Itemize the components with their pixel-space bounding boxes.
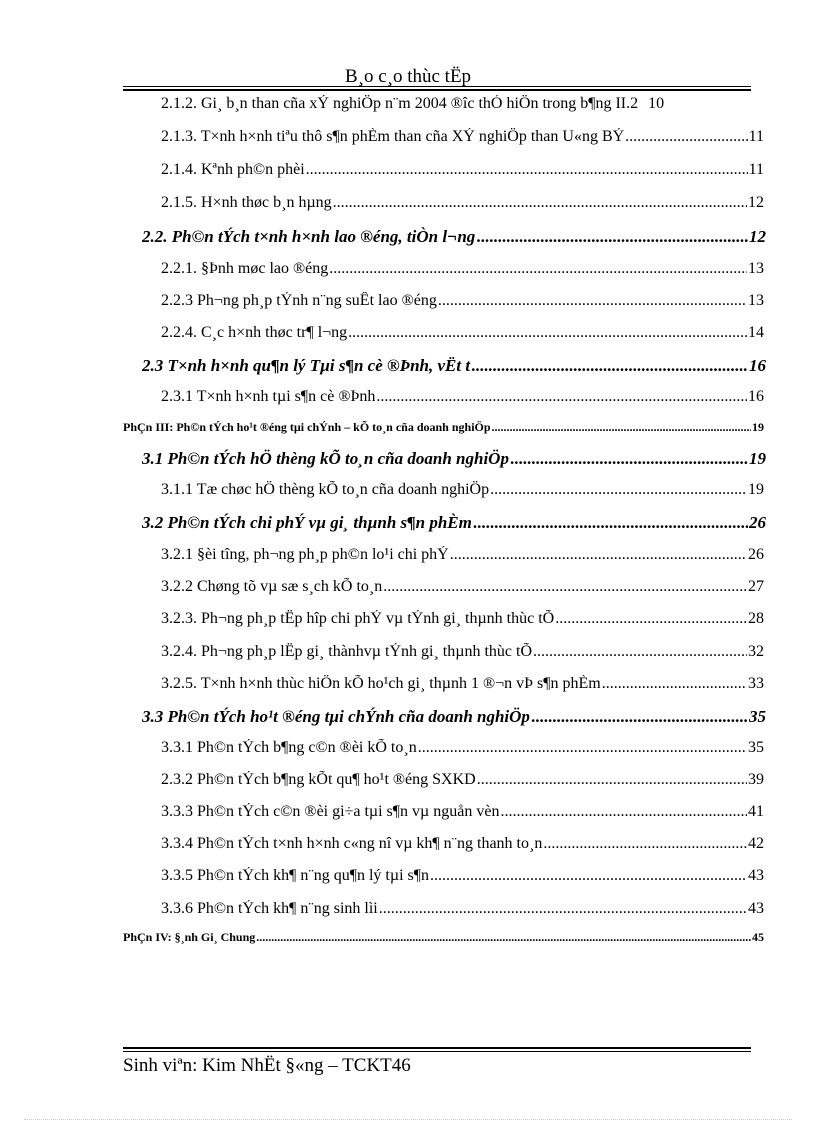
- toc-dot-leader: [533, 643, 747, 661]
- toc-entry: [161, 388, 764, 406]
- toc-entry: [161, 835, 764, 853]
- toc-page-number: 19: [752, 420, 764, 434]
- toc-entry-title: 3.2.5. T×nh h×nh thùc hiÖn kÕ ho¹ch gi¸ thµnh 1 ®¬n vÞ s¶n phÈm: [161, 675, 601, 692]
- toc-entry: [161, 546, 764, 564]
- page-header-title: B¸o c¸o thùc tËp: [344, 66, 472, 87]
- toc-dot-leader: [477, 771, 747, 789]
- toc-entry-title: 2.1.4. Kªnh ph©n phèi: [161, 161, 305, 178]
- toc-dot-leader: [471, 356, 748, 376]
- toc-entry: [161, 95, 764, 113]
- toc-page-number: 16: [749, 356, 766, 375]
- toc-entry: [142, 513, 766, 533]
- toc-page-number: 19: [749, 449, 766, 468]
- toc-entry: [161, 867, 764, 885]
- toc-dot-leader: [473, 513, 748, 533]
- toc-entry: [142, 449, 766, 469]
- footer-rule: [123, 1047, 751, 1052]
- toc-page-number: 11: [748, 161, 764, 178]
- toc-page-number: 35: [748, 739, 764, 756]
- toc-entry-title: 3.3.5 Ph©n tÝch kh¶ n¨ng qu¶n lý tµi s¶n: [161, 867, 430, 884]
- toc-page-number: 12: [749, 227, 766, 246]
- toc-page-number: 26: [749, 513, 766, 532]
- toc-page-number: 33: [748, 675, 764, 692]
- toc-page-number: 43: [748, 900, 764, 917]
- toc-dot-leader: [418, 739, 747, 757]
- toc-page-number: 16: [748, 388, 764, 405]
- toc-dot-leader: [348, 324, 747, 342]
- toc-entry-title: PhÇn IV: §¸nh Gi¸ Chung: [123, 930, 256, 944]
- toc-dot-leader: [376, 388, 747, 406]
- toc-entry: [161, 292, 764, 310]
- toc-dot-leader: [510, 449, 748, 469]
- toc-dot-leader: [306, 161, 748, 179]
- toc-entry-title: 3.1.1 Tæ chøc hÖ thèng kÕ to¸n cña doanh nghiÖp: [161, 481, 490, 498]
- toc-page-number: 43: [748, 867, 764, 884]
- toc-entry-title: 2.2.3 Ph¬ng ph¸p tÝnh n¨ng suÊt lao ®éng: [161, 292, 437, 309]
- toc-entry-title: 3.3.6 Ph©n tÝch kh¶ n¨ng sinh lìi: [161, 900, 378, 917]
- toc-page-number: 13: [748, 260, 764, 277]
- toc-dot-leader: [329, 260, 747, 278]
- toc-page-number: 41: [748, 803, 764, 820]
- toc-dot-leader: [256, 930, 751, 945]
- toc-page-number: 35: [749, 707, 766, 726]
- toc-entry-title: 2.3 T×nh h×nh qu¶n lý Tµi s¶n cè ®Þnh, vËt t: [142, 356, 471, 375]
- toc-page-number: 42: [748, 835, 764, 852]
- toc-page-number: 26: [748, 546, 764, 563]
- toc-dot-leader: [555, 610, 747, 628]
- toc-entry-title: 3.3.4 Ph©n tÝch t×nh h×nh c«ng nî vµ kh¶ n¨ng thanh to¸n: [161, 835, 543, 852]
- toc-page-number: 12: [748, 194, 764, 211]
- toc-dot-leader: [438, 292, 747, 310]
- toc-page-number: 28: [748, 610, 764, 627]
- toc-entry: [161, 900, 764, 918]
- toc-entry: [161, 675, 764, 693]
- toc-dot-leader: [531, 707, 748, 727]
- toc-page-number: 11: [748, 128, 764, 145]
- toc-entry: [161, 161, 764, 179]
- page-bottom-border: [24, 1119, 792, 1120]
- toc-entry: [123, 420, 764, 435]
- toc-entry: [161, 194, 764, 212]
- toc-entry-title: 2.2. Ph©n tÝch t×nh h×nh lao ®éng, tiÒn l¬ng: [142, 227, 476, 246]
- toc-entry-title: 2.1.3. T×nh h×nh tiªu thô s¶n phÈm than cña XÝ nghiÖp than U«ng BÝ: [161, 128, 625, 145]
- toc-entry: [161, 578, 764, 596]
- toc-entry: [161, 324, 764, 342]
- toc-entry-title: 3.2 Ph©n tÝch chi phÝ vµ gi¸ thµnh s¶n phÈm: [142, 513, 472, 532]
- toc-dot-leader: [490, 481, 747, 499]
- toc-dot-leader: [543, 835, 747, 853]
- toc-entry-title: 3.3.1 Ph©n tÝch b¶ng c©n ®èi kÕ to¸n: [161, 739, 417, 756]
- toc-entry: [161, 128, 764, 146]
- toc-dot-leader: [625, 128, 747, 146]
- toc-page-number: 19: [748, 481, 764, 498]
- toc-entry-title: 3.3.3 Ph©n tÝch c©n ®èi gi÷a tµi s¶n vµ nguån vèn: [161, 803, 500, 820]
- toc-dot-leader: [450, 546, 747, 564]
- toc-entry: [161, 771, 764, 789]
- toc-entry: [142, 707, 766, 727]
- toc-entry: [161, 739, 764, 757]
- toc-page-number: 39: [748, 771, 764, 788]
- toc-entry: [142, 227, 766, 247]
- toc-entry: [161, 610, 764, 628]
- toc-entry: [161, 481, 764, 499]
- toc-dot-leader: [476, 227, 748, 247]
- toc-dot-leader: [500, 803, 747, 821]
- toc-entry-title: 2.1.5. H×nh thøc b¸n hµng: [161, 194, 332, 211]
- toc-entry-title: PhÇn III: Ph©n tÝch ho¹t ®éng tµi chÝnh – kÕ to¸n cña doanh nghiÖp: [123, 420, 491, 434]
- toc-dot-leader: [379, 900, 747, 918]
- toc-entry: [161, 643, 764, 661]
- toc-page-number: 27: [748, 578, 764, 595]
- toc-entry-title: 2.2.4. C¸c h×nh thøc tr¶ l¬ng: [161, 324, 348, 341]
- toc-entry-title: 2.3.2 Ph©n tÝch b¶ng kÕt qu¶ ho¹t ®éng SXKD: [161, 771, 476, 788]
- toc-dot-leader: [602, 675, 747, 693]
- toc-entry-title: 3.2.1 §èi tîng, ph¬ng ph¸p ph©n lo¹i chi phÝ: [161, 546, 449, 563]
- toc-entry: [161, 260, 764, 278]
- footer-student-line: Sinh viªn: Kim NhËt §«ng – TCKT46: [123, 1055, 411, 1076]
- toc-entry-title: 3.2.3. Ph¬ng ph¸p tËp hîp chi phÝ vµ tÝnh gi¸ thµnh thùc tÕ: [161, 610, 555, 627]
- toc-page-number: 13: [748, 292, 764, 309]
- toc-page-number: 45: [752, 930, 764, 944]
- toc-entry-title: 3.2.2 Chøng tõ vµ sæ s¸ch kÕ to¸n: [161, 578, 383, 595]
- toc-entry: [142, 356, 766, 376]
- toc-page-number: 32: [748, 643, 764, 660]
- toc-entry-title: 3.2.4. Ph¬ng ph¸p lËp gi¸ thànhvµ tÝnh gi¸ thµnh thùc tÕ: [161, 643, 532, 660]
- toc-entry-title: 2.3.1 T×nh h×nh tµi s¶n cè ®Þnh: [161, 388, 376, 405]
- toc-dot-leader: [333, 194, 747, 212]
- toc-entry: [123, 930, 764, 945]
- toc-entry-title: 3.1 Ph©n tÝch hÖ thèng kÕ to¸n cña doanh nghiÖp: [142, 449, 509, 468]
- toc-page-number: 14: [748, 324, 764, 341]
- toc-entry-title: 2.2.1. §Þnh møc lao ®éng: [161, 260, 329, 277]
- toc-entry: [161, 803, 764, 821]
- toc-dot-leader: [430, 867, 747, 885]
- toc-page-number: 10: [648, 95, 665, 112]
- toc-entry-title: 2.1.2. Gi¸ b¸n than cña xÝ nghiÖp n¨m 2004 ®îc thÓ hiÖn trong b¶ng II.2: [161, 95, 639, 112]
- toc-dot-leader: [383, 578, 747, 596]
- toc-dot-leader: [492, 420, 751, 435]
- toc-entry-title: 3.3 Ph©n tÝch ho¹t ®éng tµi chÝnh cña doanh nghiÖp: [142, 707, 530, 726]
